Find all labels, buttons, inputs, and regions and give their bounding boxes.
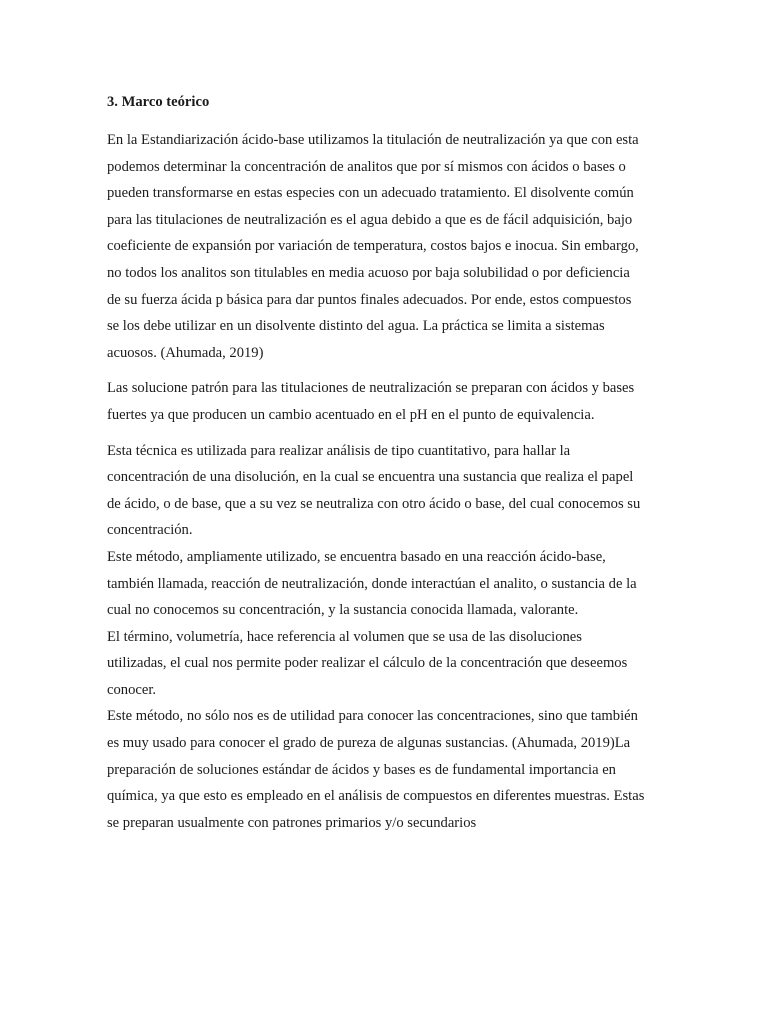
paragraph-2: [107, 375, 663, 428]
text-line: utilizadas, el cual nos permite poder realizar el cálculo de la concentración que deseemos: [107, 655, 628, 672]
text-line: también llamada, reacción de neutralización, donde interactúan el analito, o sustancia de la: [107, 575, 637, 592]
text-line: En la Estandiarización ácido-base utilizamos la titulación de neutralización ya que con esta: [107, 132, 639, 148]
text-line: Esta técnica es utilizada para realizar análisis de tipo cuantitativo, para hallar la: [107, 442, 571, 459]
section-heading: 3. Marco teórico: [107, 94, 210, 110]
text-line: fuertes ya que producen un cambio acentuado en el pH en el punto de equivalencia.: [107, 406, 595, 423]
text-line: Este método, no sólo nos es de utilidad para conocer las concentraciones, sino que también: [107, 708, 638, 725]
text-line: no todos los analitos son titulables en media acuoso por baja solubilidad o por deficiencia: [107, 264, 630, 281]
paragraph-spacer: [107, 366, 663, 375]
text-line: es muy usado para conocer el grado de pureza de algunas sustancias. (Ahumada, 2019)La: [107, 735, 631, 752]
text-line: de ácido, o de base, que a su vez se neutraliza con otro ácido o base, del cual conocemos su: [107, 495, 641, 512]
paragraph-spacer: [107, 429, 663, 438]
text-line: coeficiente de expansión por variación de temperatura, costos bajos e inocua. Sin embargo,: [107, 238, 639, 255]
text-line: se preparan usualmente con patrones primarios y/o secundarios: [107, 814, 477, 831]
document-page: [107, 92, 663, 836]
text-line: para las titulaciones de neutralización es el agua debido a que es de fácil adquisición, bajo: [107, 211, 633, 228]
text-line: preparación de soluciones estándar de ácidos y bases es de fundamental importancia en: [107, 761, 616, 778]
text-line: conocer.: [107, 681, 157, 698]
paragraph-3: [107, 438, 663, 837]
text-line: concentración.: [107, 522, 193, 539]
text-line: química, ya que esto es empleado en el análisis de compuestos en diferentes muestras. Estas: [107, 788, 645, 805]
text-line: podemos determinar la concentración de analitos que por sí mismos con ácidos o bases o: [107, 158, 626, 175]
text-line: cual no conocemos su concentración, y la sustancia conocida llamada, valorante.: [107, 602, 579, 619]
paragraph-1: [107, 127, 663, 366]
text-line: se los debe utilizar en un disolvente distinto del agua. La práctica se limita a sistemas: [107, 318, 605, 335]
text-line: El término, volumetría, hace referencia al volumen que se usa de las disoluciones: [107, 628, 582, 645]
text-line: de su fuerza ácida p básica para dar puntos finales adecuados. Por ende, estos compuestos: [107, 291, 632, 308]
text-line: pueden transformarse en estas especies con un adecuado tratamiento. El disolvente común: [107, 185, 634, 202]
text-line: acuosos. (Ahumada, 2019): [107, 344, 264, 361]
text-line: Este método, ampliamente utilizado, se encuentra basado en una reacción ácido-base,: [107, 548, 606, 565]
text-line: Las solucione patrón para las titulaciones de neutralización se preparan con ácidos y bases: [107, 380, 635, 397]
text-line: concentración de una disolución, en la cual se encuentra una sustancia que realiza el papel: [107, 469, 634, 486]
